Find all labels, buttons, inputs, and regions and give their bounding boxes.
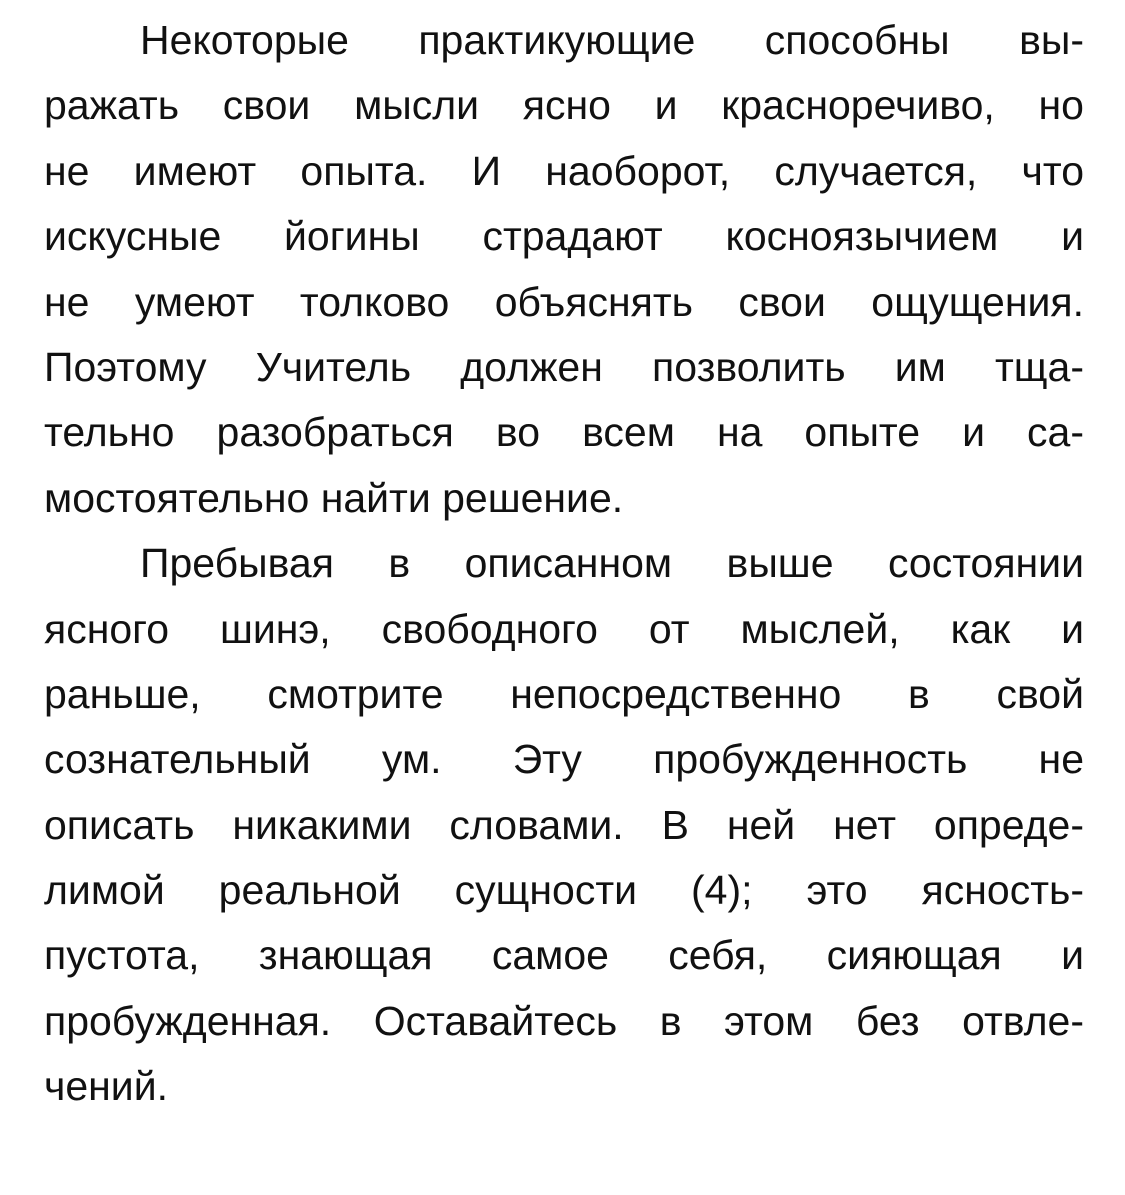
paragraph-line: пустота, знающая самое себя, сияющая и [44, 932, 1084, 979]
paragraph-line: лимой реальной сущности (4); это ясность- [44, 867, 1084, 914]
paragraph-line: чений. [44, 1063, 169, 1110]
paragraph-line: Некоторые практикующие способны вы- [140, 17, 1084, 63]
paragraph-line: мостоятельно найти решение. [44, 474, 624, 521]
paragraph-line: пробужденная. Оставайтесь в этом без отвле- [44, 997, 1084, 1044]
paragraph-line: раньше, смотрите непосредственно в свой [44, 670, 1084, 717]
paragraph-1 [44, 8, 1084, 531]
paragraph-line: описать никакими словами. В ней нет опреде- [44, 801, 1084, 848]
paragraph-line: не умеют толково объяснять свои ощущения. [44, 278, 1084, 325]
paragraph-line: тельно разобраться во всем на опыте и са- [44, 409, 1084, 456]
paragraph-line: искусные йогины страдают косноязычием и [44, 213, 1084, 260]
paragraph-line: Пребывая в описанном выше состоянии [140, 540, 1084, 587]
paragraph-line: сознательный ум. Эту пробужденность не [44, 736, 1084, 783]
paragraph-line: не имеют опыта. И наоборот, случается, что [44, 147, 1084, 194]
paragraph-line: ясного шинэ, свободного от мыслей, как и [44, 605, 1084, 652]
paragraph-2 [44, 531, 1084, 1120]
body-text [44, 8, 1084, 1120]
paragraph-line: Поэтому Учитель должен позволить им тща- [44, 343, 1084, 390]
paragraph-line: ражать свои мысли ясно и красноречиво, но [44, 82, 1084, 129]
